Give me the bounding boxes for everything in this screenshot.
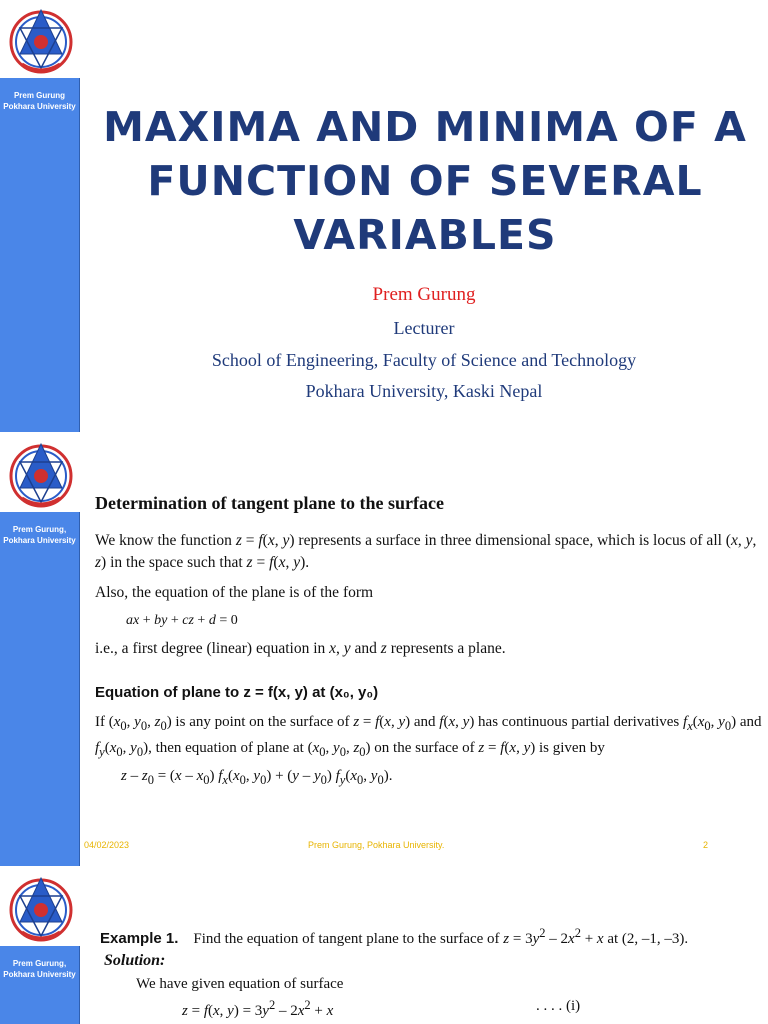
sidebar: [0, 946, 80, 1024]
footer-date: 04/02/2023: [84, 840, 130, 850]
footer-author: Prem Gurung, Pokhara University.: [308, 840, 445, 850]
equation-number: . . . . (i): [536, 998, 581, 1014]
university-logo-icon: [8, 870, 74, 946]
paragraph-plane: Also, the equation of the plane is of the form: [95, 584, 374, 601]
author-name: Prem Gurung: [372, 284, 476, 305]
paragraph-point: If ($x_0$, $y_0$, $z_0$) is any point on the surface of z = f(x, y) and f(x, y) has continuous partial derivatives $f_x(x_0$, $y_0$) and $f_y(x_0$, $y_0$), then equation of plane at ($x_0$, $y_0$, $z_0$) on the surface of z = f(x, y) is given by: [95, 714, 762, 759]
plane-equation: ax + by + cz + d = 0: [126, 613, 238, 628]
surface-equation: z = f(x, $y) = 3y^2 - 2x^2 + x$: [182, 998, 334, 1019]
sidebar-text: Prem Gurung Pokhara University: [3, 91, 76, 111]
sidebar-text: Prem Gurung, Pokhara University: [3, 525, 76, 545]
given-text: We have given equation of surface: [136, 976, 344, 992]
slide-3: [0, 868, 768, 1024]
university-logo-icon: [8, 2, 74, 78]
tangent-plane-equation: $z - z_0 = (x - x_0)$ $f_x(x_0$, $y_0) + (y - y_0)$ $f_y(x_0$, $y_0$).: [121, 768, 393, 787]
example-label: Example 1.: [100, 930, 179, 947]
author-role: Lecturer: [393, 318, 455, 338]
example-heading: Example 1. Find the equation of tangent plane to the surface of $z = 3y^2 - 2x^2 + x$ at (2, –1, –3).: [100, 926, 689, 947]
paragraph-surface: We know the function z = f(x, y) represents a surface in three dimensional space, which is locus of all (x, y, z) in the space such that z = f(x, y).: [95, 532, 757, 571]
author-university: Pokhara University, Kaski Nepal: [305, 381, 543, 401]
slide-2: [0, 434, 768, 866]
slide-1: [0, 0, 768, 432]
sidebar-text: Prem Gurung, Pokhara University: [3, 959, 76, 979]
page-number: 2: [703, 840, 709, 850]
equation-heading: Equation of plane to z = f(x, y) at (x₀, y₀): [95, 684, 379, 701]
university-logo-icon: [8, 436, 74, 512]
section-heading: Determination of tangent plane to the surface: [95, 493, 444, 513]
paragraph-linear: i.e., a first degree (linear) equation in x, y and z represents a plane.: [95, 640, 506, 657]
sidebar: [0, 78, 80, 432]
solution-label: Solution:: [104, 952, 166, 969]
slide-title: MAXIMA AND MINIMA OF A FUNCTION OF SEVERAL VARIABLES: [103, 103, 747, 259]
sidebar: [0, 512, 80, 866]
author-school: School of Engineering, Faculty of Science and Technology: [211, 350, 637, 370]
